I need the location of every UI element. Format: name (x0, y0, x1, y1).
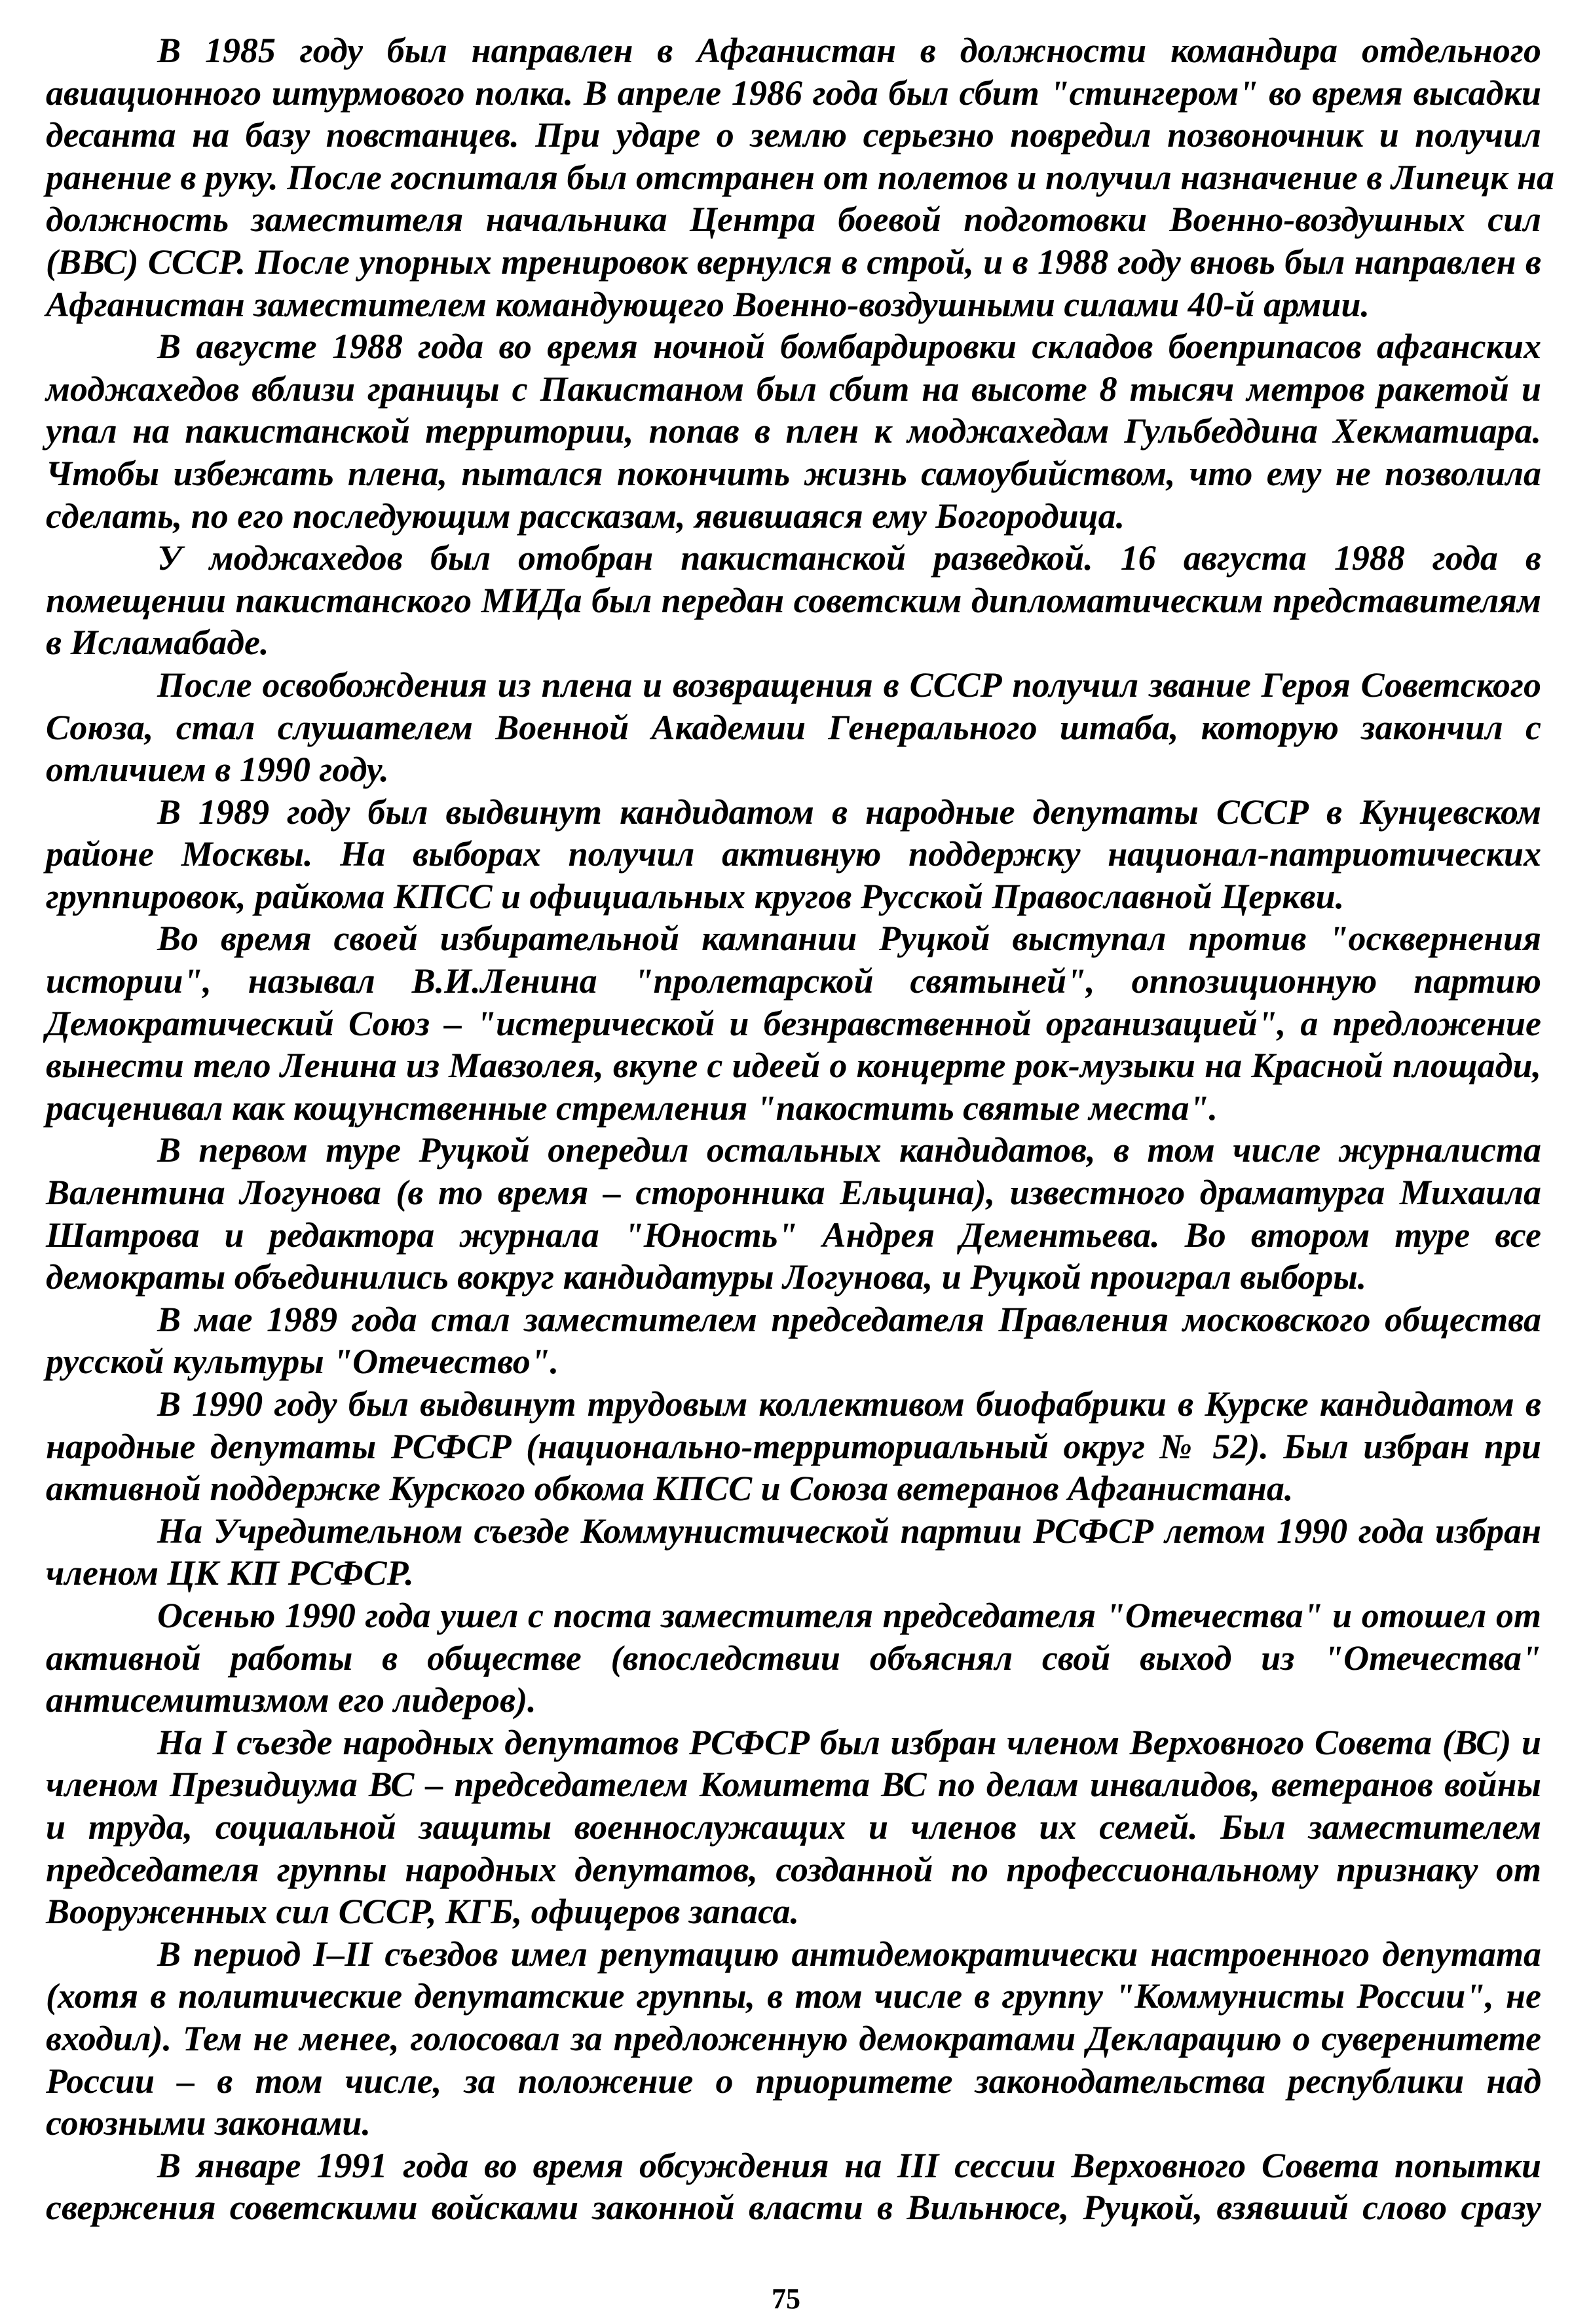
paragraph (46, 917, 1541, 1129)
text-line: должность заместителя начальника Центра боевой подготовки Военно-воздушных сил (46, 200, 1541, 240)
text-line: членом Президиума ВС – председателем Комитета ВС по делам инвалидов, ветеранов войны (46, 1765, 1541, 1805)
text-line: моджахедов вблизи границы с Пакистаном был сбит на высоте 8 тысяч метров ракетой и (46, 369, 1541, 409)
paragraph (46, 664, 1541, 791)
text-line: В первом туре Руцкой опередил остальных кандидатов, в том числе журналиста (157, 1130, 1541, 1170)
text-line: Шатрова и редактора журнала "Юность" Андрея Дементьева. Во втором туре все (46, 1215, 1541, 1255)
text-line: свержения советскими войсками законной власти в Вильнюсе, Руцкой, взявший слово сразу (46, 2188, 1541, 2228)
text-line: русской культуры "Отечество". (46, 1342, 559, 1382)
text-line: Афганистан заместителем командующего Военно-воздушными силами 40-й армии. (46, 284, 1370, 324)
text-line: расценивал как кощунственные стремления "пакостить святые места". (46, 1088, 1218, 1128)
paragraph (46, 1510, 1541, 1595)
text-line: истории", называл В.И.Ленина "пролетарской святыней", оппозиционную партию (46, 961, 1541, 1001)
text-line: членом ЦК КП РСФСР. (46, 1553, 414, 1593)
text-line: авиационного штурмового полка. В апреле 1986 года был сбит "стингером" во время высадки (46, 73, 1541, 113)
paragraph (46, 1383, 1541, 1510)
text-line: сделать, по его последующим рассказам, явившаяся ему Богородица. (46, 496, 1125, 536)
text-line: На Учредительном съезде Коммунистической партии РСФСР летом 1990 года избран (157, 1511, 1541, 1551)
text-line: В 1989 году был выдвинут кандидатом в народные депутаты СССР в Кунцевском (157, 792, 1541, 832)
text-line: Чтобы избежать плена, пытался покончить жизнь самоубийством, что ему не позволила (46, 453, 1541, 493)
text-line: районе Москвы. На выборах получил активную поддержку национал-патриотических (46, 834, 1541, 874)
text-line: Валентина Логунова (в то время – сторонника Ельцина), известного драматурга Михаила (46, 1173, 1541, 1213)
paragraph (46, 2145, 1541, 2229)
text-line: На I съезде народных депутатов РСФСР был избран членом Верховного Совета (ВС) и (157, 1722, 1541, 1762)
text-line: вынести тело Ленина из Мавзолея, вкупе с идеей о концерте рок-музыки на Красной площади, (46, 1046, 1541, 1086)
text-line: активной поддержке Курского обкома КПСС и Союза ветеранов Афганистана. (46, 1469, 1294, 1509)
paragraph (46, 1933, 1541, 2145)
paragraph (46, 1129, 1541, 1298)
text-line: В 1990 году был выдвинут трудовым коллективом биофабрики в Курске кандидатом в (157, 1384, 1541, 1424)
paragraph (46, 791, 1541, 918)
text-line: В августе 1988 года во время ночной бомбардировки складов боеприпасов афганских (157, 327, 1541, 367)
paragraph (46, 537, 1541, 664)
text-line: активной работы в обществе (впоследствии объяснял свой выход из "Отечества" (46, 1638, 1541, 1678)
text-line: народные депутаты РСФСР (национально-территориальный округ № 52). Был избран при (46, 1426, 1541, 1466)
text-line: десанта на базу повстанцев. При ударе о землю серьезно повредил позвоночник и получил (46, 115, 1541, 155)
text-line: В январе 1991 года во время обсуждения на III сессии Верховного Совета попытки (157, 2145, 1541, 2185)
text-line: союзными законами. (46, 2103, 371, 2143)
text-line: В 1985 году был направлен в Афганистан в должности командира отдельного (157, 31, 1541, 70)
text-line: входил). Тем не менее, голосовал за предложенную демократами Декларацию о суверенитете (46, 2018, 1541, 2058)
text-line: России – в том числе, за положение о приоритете законодательства республики над (46, 2061, 1541, 2101)
text-line: ранение в руку. После госпиталя был отстранен от полетов и получил назначение в Липецк на (46, 157, 1554, 197)
text-line: (ВВС) СССР. После упорных тренировок вернулся в строй, и в 1988 году вновь был направлен в (46, 242, 1541, 282)
text-line: в Исламабаде. (46, 623, 269, 663)
text-line: Во время своей избирательной кампании Руцкой выступал против "осквернения (157, 919, 1541, 959)
text-line: антисемитизмом его лидеров). (46, 1680, 536, 1720)
text-line: У моджахедов был отобран пакистанской разведкой. 16 августа 1988 года в (157, 538, 1541, 578)
page-body-text (46, 29, 1554, 2229)
page-number: 75 (772, 2283, 800, 2315)
text-line: отличием в 1990 году. (46, 750, 389, 790)
text-line: Осенью 1990 года ушел с поста заместителя председателя "Отечества" и отошел от (157, 1595, 1541, 1635)
text-line: помещении пакистанского МИДа был передан советским дипломатическим представителям (46, 580, 1541, 620)
text-line: Союза, стал слушателем Военной Академии Генерального штаба, которую закончил с (46, 707, 1541, 747)
paragraph (46, 325, 1541, 537)
text-line: упал на пакистанской территории, попав в плен к моджахедам Гульбеддина Хекматиара. (46, 411, 1541, 451)
text-line: (хотя в политические депутатские группы, в том числе в группу "Коммунисты России", не (46, 1976, 1541, 2016)
paragraph (46, 29, 1554, 325)
paragraph (46, 1722, 1541, 1933)
text-line: В период I–II съездов имел репутацию антидемократически настроенного депутата (157, 1934, 1541, 1974)
text-line: После освобождения из плена и возвращения в СССР получил звание Героя Советского (157, 665, 1541, 705)
text-line: Демократический Союз – "истерической и безнравственной организацией", а предложение (46, 1003, 1541, 1043)
text-line: В мае 1989 года стал заместителем председателя Правления московского общества (157, 1299, 1541, 1339)
paragraph (46, 1299, 1541, 1383)
text-line: демократы объединились вокруг кандидатуры Логунова, и Руцкой проиграл выборы. (46, 1257, 1367, 1297)
text-line: Вооруженных сил СССР, КГБ, офицеров запаса. (46, 1892, 800, 1932)
text-line: группировок, райкома КПСС и официальных кругов Русской Православной Церкви. (46, 876, 1345, 916)
text-line: председателя группы народных депутатов, созданной по профессиональному признаку от (46, 1849, 1541, 1889)
text-line: и труда, социальной защиты военнослужащих и членов их семей. Был заместителем (46, 1807, 1541, 1847)
paragraph (46, 1595, 1541, 1722)
